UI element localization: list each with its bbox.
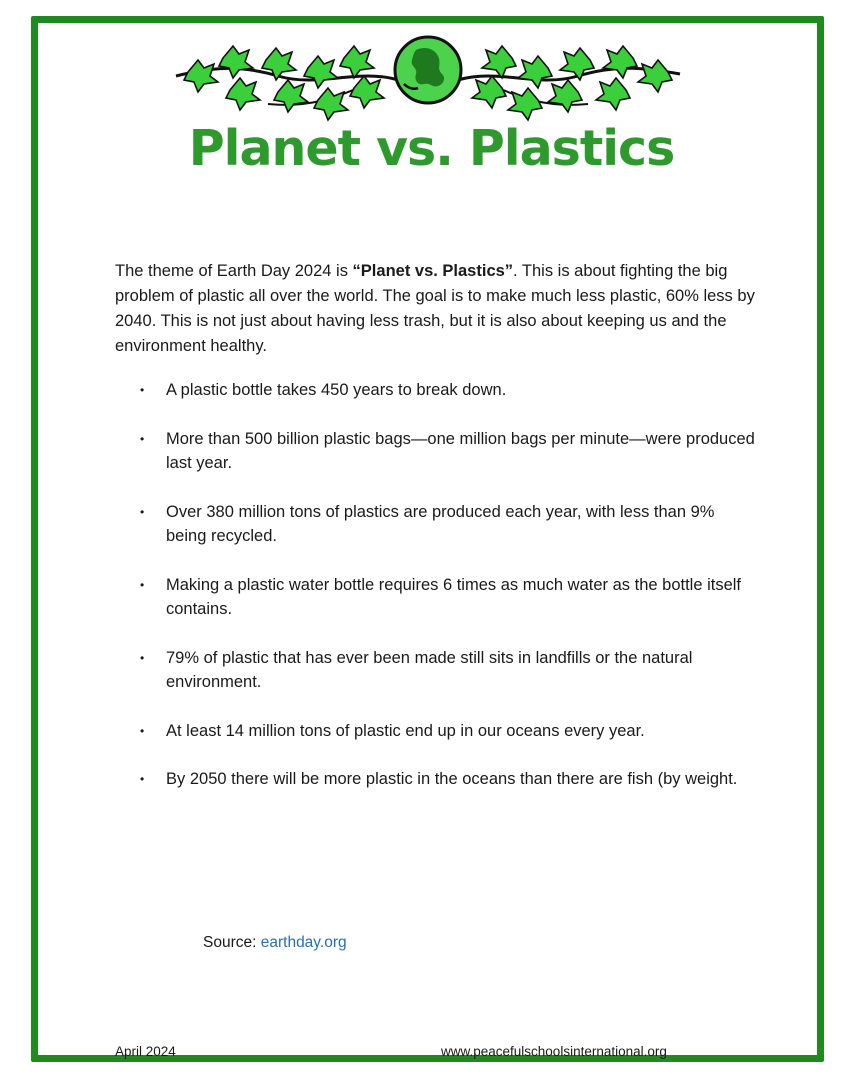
- intro-theme-bold: “Planet vs. Plastics”: [352, 262, 514, 280]
- list-item: [0, 646, 756, 695]
- fact-text: 79% of plastic that has ever been made still sits in landfills or the natural environment.: [166, 648, 693, 691]
- source-link[interactable]: earthday.org: [260, 934, 347, 951]
- fact-text: By 2050 there will be more plastic in the oceans than there are fish (by weight.: [166, 770, 738, 788]
- list-item: [0, 427, 756, 476]
- list-item: [0, 767, 756, 792]
- list-item: [0, 378, 756, 403]
- intro-paragraph: [115, 259, 755, 359]
- globe-vine-decoration: [168, 28, 688, 128]
- bullet-icon: •: [140, 383, 145, 397]
- page-title: Planet vs. Plastics: [188, 120, 675, 177]
- list-item: [0, 500, 756, 549]
- fact-text: Making a plastic water bottle requires 6 times as much water as the bottle itself contains.: [166, 575, 742, 618]
- source-line: [203, 934, 347, 952]
- fact-text: Over 380 million tons of plastics are produced each year, with less than 9% being recycled.: [166, 502, 715, 545]
- bullet-icon: •: [140, 504, 145, 519]
- list-item: [0, 573, 756, 622]
- source-label: Source:: [203, 934, 261, 951]
- fact-text: A plastic bottle takes 450 years to break down.: [166, 381, 507, 399]
- fact-text: More than 500 billion plastic bags—one million bags per minute—were produced last year.: [166, 429, 755, 472]
- earth-globe-icon: [395, 37, 461, 103]
- footer-website[interactable]: www.peacefulschoolsinternational.org: [441, 1044, 667, 1059]
- fact-text: At least 14 million tons of plastic end up in our oceans every year.: [166, 721, 645, 740]
- bullet-icon: •: [140, 431, 145, 446]
- intro-text-end: . This is about fighting the big problem of plastic all over the world. The goal is to make much less plastic, 60% less by 2040. This is not just about having less trash, but it is also about keeping us and the environment healthy.: [115, 262, 755, 355]
- footer-date: April 2024: [115, 1044, 176, 1059]
- facts-list: [0, 378, 863, 816]
- bullet-icon: •: [140, 577, 145, 592]
- bullet-icon: •: [140, 650, 145, 665]
- intro-text-start: The theme of Earth Day 2024 is: [115, 262, 353, 280]
- bullet-icon: •: [140, 772, 145, 786]
- bullet-icon: •: [140, 723, 145, 738]
- list-item: [0, 719, 756, 744]
